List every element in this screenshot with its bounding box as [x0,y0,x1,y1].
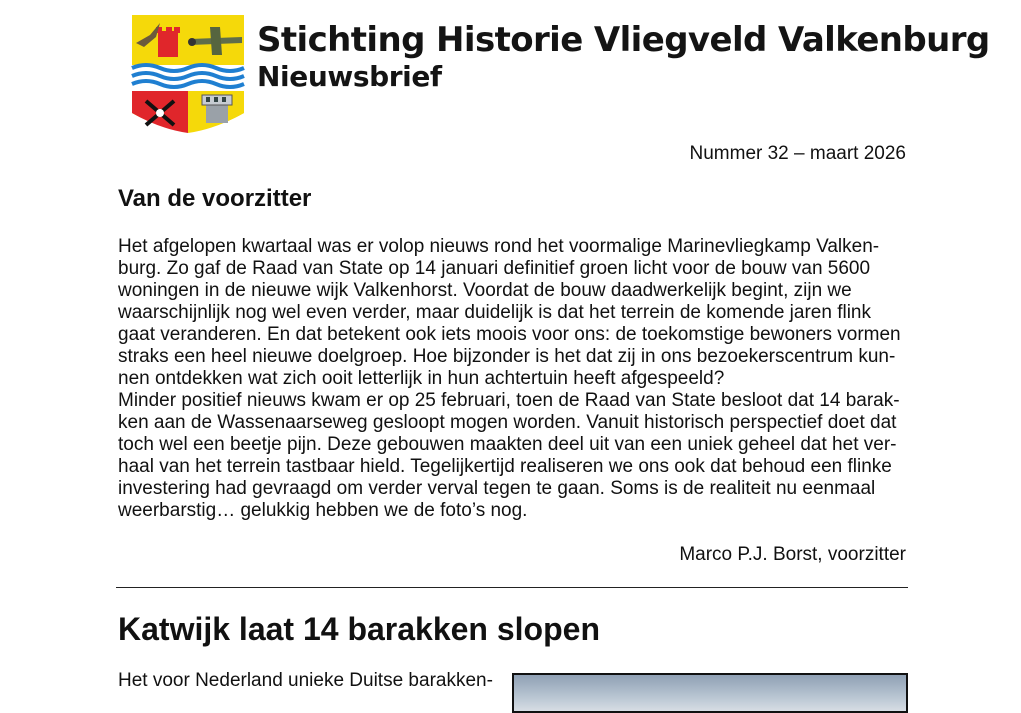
chairman-article-body [118,236,918,522]
foundation-crest-logo [130,13,246,141]
section-heading-barracks: Katwijk laat 14 barakken slopen [118,611,600,647]
article-line: waarschijnlijk nog wel even verder, maar duidelijk is dat het terrein de komende jaren flink [118,302,871,323]
article-line: nen ontdekken wat zich ooit letterlijk in hun achtertuin heeft afgespeeld? [118,368,725,389]
article-line: Het voor Nederland unieke Duitse barakken- [118,670,493,691]
article-line: investering had gevraagd om verder verval tegen te gaan. Soms is de realiteit nu eenmaal [118,478,876,499]
article-line: Het afgelopen kwartaal was er volop nieuws rond het voormalige Marinevliegkamp Valken- [118,236,880,257]
newsletter-subtitle: Nieuwsbrief [257,60,442,93]
article-line: gaat veranderen. En dat betekent ook iets moois voor ons: de toekomstige bewoners vormen [118,324,901,345]
article-line: burg. Zo gaf de Raad van State op 14 januari definitief groen licht voor de bouw van 5600 [118,258,871,279]
chairman-signature: Marco P.J. Borst, voorzitter [679,544,906,565]
issue-number: Nummer 32 – maart 2026 [689,143,906,164]
barracks-article-body [118,670,498,692]
article-line: weerbarstig… gelukkig hebben we de foto’s nog. [118,500,528,521]
section-heading-chairman: Van de voorzitter [118,185,312,212]
article-line: toch wel een beetje pijn. Deze gebouwen maakten deel uit van een uniek geheel dat het ver- [118,434,897,455]
article-line: Minder positief nieuws kwam er op 25 februari, toen de Raad van State besloot dat 14 barak- [118,390,900,411]
article-line: ken aan de Wassenaarseweg gesloopt mogen worden. Vanuit historisch perspectief doet dat [118,412,897,433]
section-divider [116,587,908,588]
barracks-photo [512,673,908,713]
article-line: woningen in de nieuwe wijk Valkenhorst. Voordat de bouw daadwerkelijk begint, zijn we [118,280,852,301]
newsletter-title: Stichting Historie Vliegveld Valkenburg [257,20,990,60]
article-line: haal van het terrein tastbaar hield. Tegelijkertijd realiseren we ons ook dat behoud een flinke [118,456,892,477]
article-line: straks een heel nieuwe doelgroep. Hoe bijzonder is het dat zij in ons bezoekerscentrum kun- [118,346,896,367]
